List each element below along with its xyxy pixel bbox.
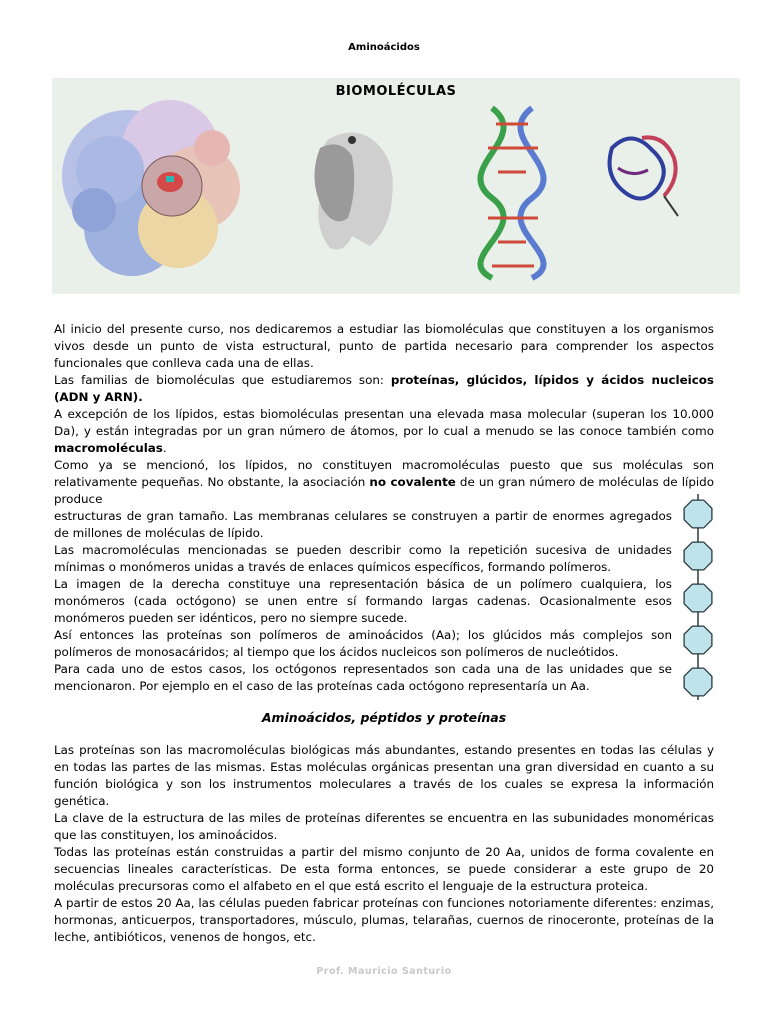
proteins-paragraph-3: Todas las proteínas están construidas a partir del mismo conjunto de 20 Aa, unidos de forma covalente en secuencias lineales características. De esta forma entonces, se puede considerar a este grupo de 20 moléculas precursoras como el alfabeto en el que está escrito el lenguaje de la estructura proteica. [54,845,714,893]
proteins-paragraph-2: La clave de la estructura de las miles de proteínas diferentes se encuentra en las subunidades monoméricas que las constituyen, los aminoácidos. [54,811,714,842]
biomolecule-families-bold: proteínas, glúcidos, lípidos y ácidos nucleicos (ADN y ARN). [54,373,715,404]
intro-paragraph-8: Para cada uno de estos casos, los octógonos representados son cada una de las unidades que se mencionaron. Por ejemplo en el caso de las proteínas cada octógono representaría un Aa. [54,662,672,693]
polymer-chain-diagram [680,494,716,700]
intro-paragraph-1: Al inicio del presente curso, nos dedicaremos a estudiar las biomoléculas que constituyen a los organismos vivos desde un punto de vista estructural, punto de partida necesario para comprender los aspectos funcionales que conlleva cada una de ellas. [54,322,714,370]
section-heading: Aminoácidos, péptidos y proteínas [261,710,507,725]
macromoleculas-bold: macromoléculas [54,441,163,455]
monomer-octagon [684,542,712,570]
intro-paragraph-3-end: . [162,441,167,455]
intro-paragraph-7: Así entonces las proteínas son polímeros de aminoácidos (Aa); los glúcidos más complejos son polímeros de monosacáridos; al tiempo que los ácidos nucleicos son polímeros de nucleótidos. [54,628,672,659]
protein-ribbon-image [610,137,678,216]
banner-title: BIOMOLÉCULAS [335,84,457,99]
proteins-paragraph-1: Las proteínas son las macromoléculas biológicas más abundantes, estando presentes en todas las células y en todas las partes de las mismas. Estas moléculas orgánicas presentan una gran diversidad en cuanto a su función biológica y son los instrumentos moleculares a través de los cuales se expresa la información genética. [54,743,714,808]
footer-author: Prof. Mauricio Santurio [316,966,452,977]
monomer-octagon [684,500,712,528]
dna-double-helix-image [480,108,543,278]
biomolecules-banner [52,78,740,294]
proteins-section [54,742,714,946]
intro-paragraph-4a-text: Como ya se mencionó, los lípidos, no constituyen macromoléculas puesto que sus moléculas son relativamente pequeñas. No obstante, la asociación [54,458,714,489]
no-covalente-bold: no covalente [369,475,456,489]
intro-paragraph-2 [54,372,714,406]
protein-spheres-image [314,132,392,249]
proteins-paragraph-4: A partir de estos 20 Aa, las células pueden fabricar proteínas con funciones notoriamente diferentes: enzimas, hormonas, anticuerpos, transportadores, músculo, plumas, telarañas, cuernos de rinoceronte, proteínas de la leche, antibióticos, venenos de hongos, etc. [54,896,714,944]
intro-paragraph-3-text: A excepción de los lípidos, estas biomoléculas presentan una elevada masa molecular (superan los 10.000 Da), y están integradas por un gran número de átomos, por lo cual a menudo se las conoce también como [54,407,714,438]
intro-paragraph-4b: estructuras de gran tamaño. Las membranas celulares se construyen a partir de enormes agregados de millones de moléculas de lípido. [54,509,672,540]
intro-paragraph-3 [54,406,714,457]
protein-surface-image [62,100,240,276]
running-header-title: Aminoácidos [348,42,420,53]
intro-paragraph-2-text: Las familias de biomoléculas que estudiaremos son: [54,373,391,387]
monomer-octagon [684,668,712,696]
intro-paragraph-6: La imagen de la derecha constituye una representación básica de un polímero cualquiera, los monómeros (cada octógono) se unen entre sí formando largas cadenas. Ocasionalmente esos monómeros pueden ser idénticos, pero no siempre sucede. [54,577,672,625]
monomer-octagon [684,626,712,654]
intro-paragraph-4a-end: de un gran número de moléculas de lípido produce [54,475,714,506]
intro-paragraph-4a [54,457,714,508]
monomer-octagon [684,584,712,612]
intro-section [54,321,714,695]
intro-paragraph-5: Las macromoléculas mencionadas se pueden describir como la repetición sucesiva de unidades mínimas o monómeros unidas a través de enlaces químicos específicos, formando polímeros. [54,543,672,574]
